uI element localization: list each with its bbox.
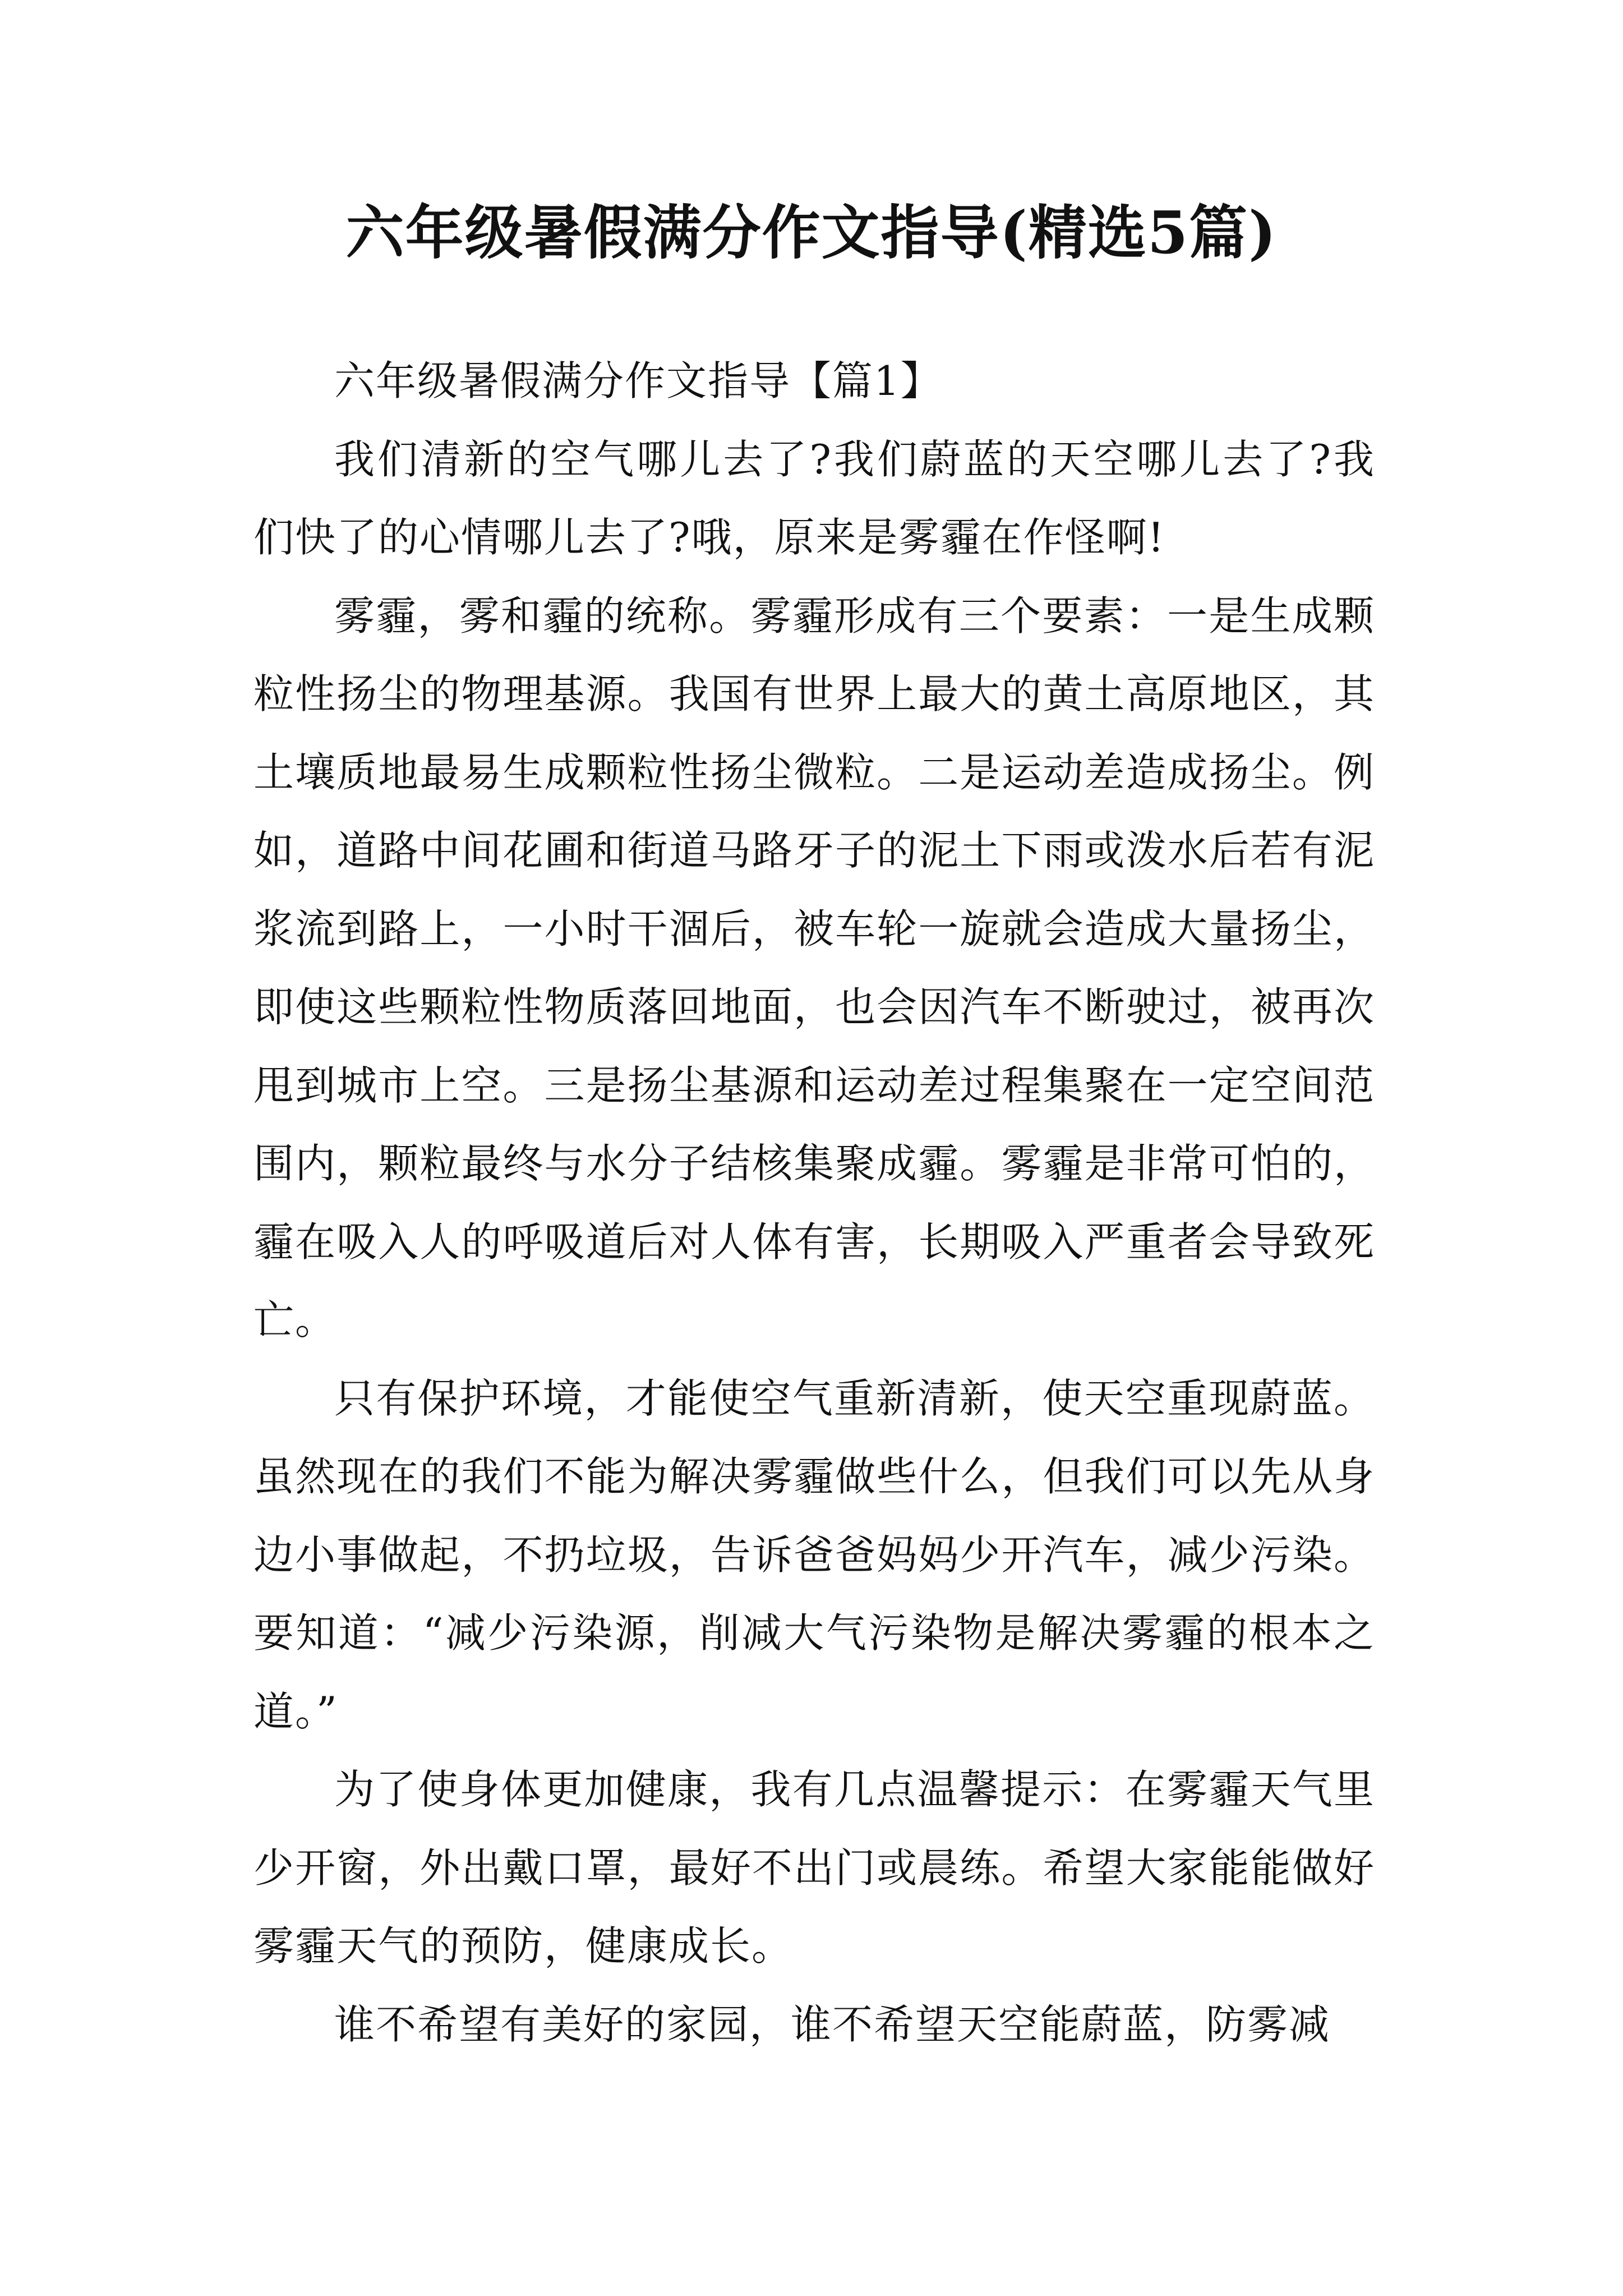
paragraph: 我们清新的空气哪儿去了?我们蔚蓝的天空哪儿去了?我们快了的心情哪儿去了?哦，原来是雾霾在作怪啊! <box>253 435 1375 561</box>
document-title: 六年级暑假满分作文指导(精选5篇) <box>345 198 1278 267</box>
paragraph: 为了使身体更加健康，我有几点温馨提示：在雾霾天气里少开窗，外出戴口罩，最好不出门或晨练。希望大家能能做好雾霾天气的预防，健康成长。 <box>253 1766 1375 1970</box>
section-heading: 六年级暑假满分作文指导【篇1】 <box>334 357 942 404</box>
paragraph: 谁不希望有美好的家园，谁不希望天空能蔚蓝，防雾减 <box>334 2000 1331 2048</box>
paragraph: 只有保护环境，才能使空气重新清新，使天空重现蔚蓝。虽然现在的我们不能为解决雾霾做些什么，但我们可以先从身边小事做起，不扔垃圾，告诉爸爸妈妈少开汽车，减少污染。要知道：“减少污染源，削减大气污染物是解决雾霾的根本之道。” <box>253 1374 1375 1735</box>
document-body <box>253 342 1375 2064</box>
paragraph: 雾霾，雾和霾的统称。雾霾形成有三个要素：一是生成颗粒性扬尘的物理基源。我国有世界上最大的黄土高原地区，其土壤质地最易生成颗粒性扬尘微粒。二是运动差造成扬尘。例如，道路中间花圃和街道马路牙子的泥土下雨或泼水后若有泥浆流到路上，一小时干涸后，被车轮一旋就会造成大量扬尘，即使这些颗粒性物质落回地面，也会因汽车不断驶过，被再次甩到城市上空。三是扬尘基源和运动差过程集聚在一定空间范围内，颗粒最终与水分子结核集聚成霾。雾霾是非常可怕的，霾在吸入人的呼吸道后对人体有害，长期吸入严重者会导致死亡。 <box>253 592 1375 1343</box>
